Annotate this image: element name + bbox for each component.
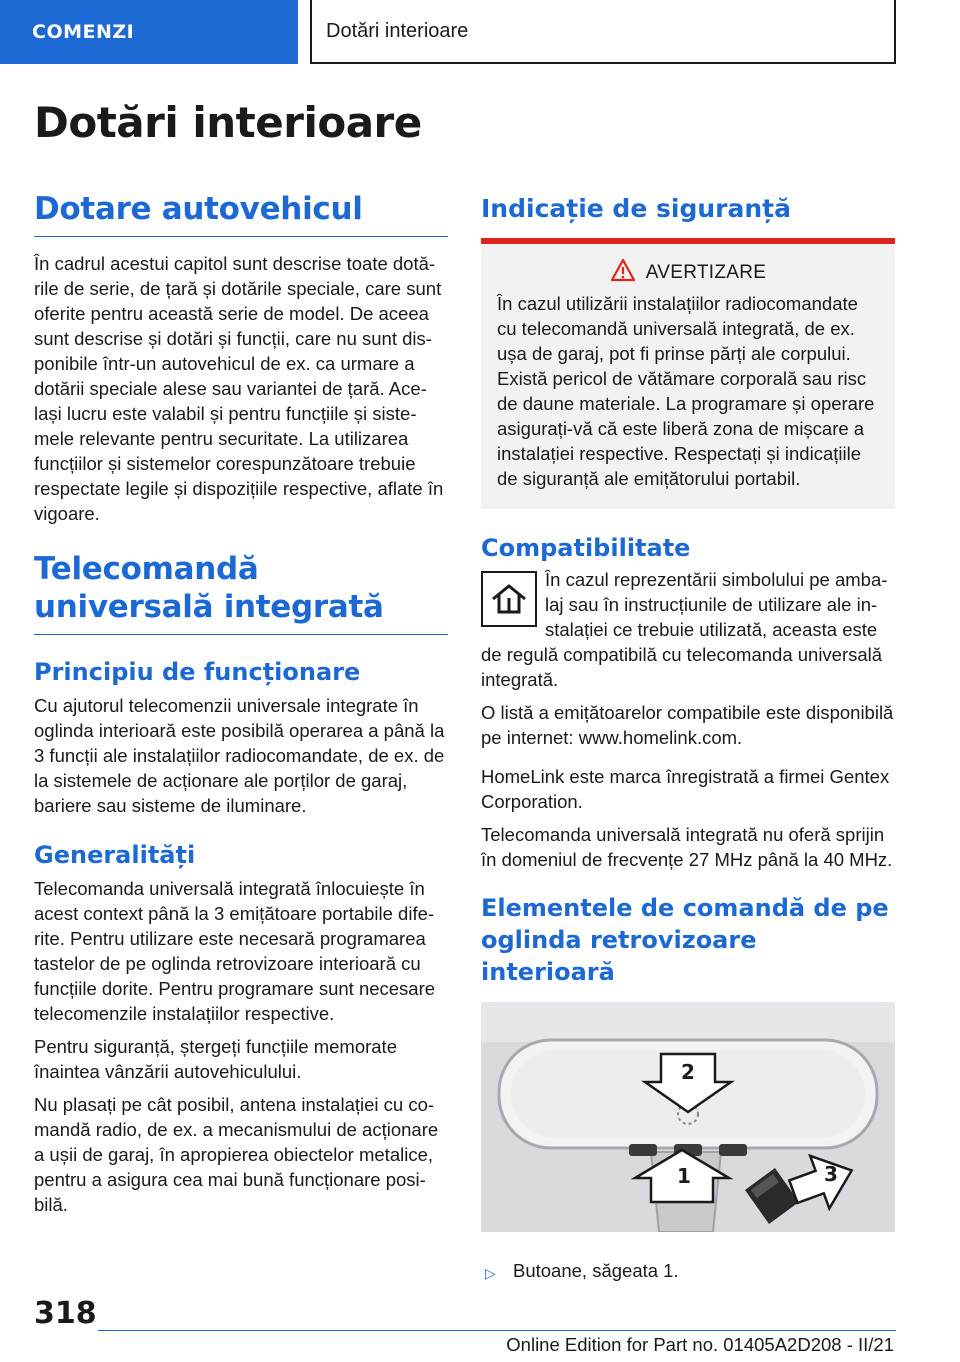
left-column	[34, 190, 448, 1217]
paragraph-equipment: În cadrul acestui capitol sunt descrise toate dotările de serie, de țară și dotările speciale, care sunt oferite pentru această serie de model. De aceea sunt descrise și dotări și funcții, care nu sunt disponibile într-un autovehicul de ex. ca urmare a dotării speciale alese sau variantei de țară. Același lucru este valabil și pentru funcțiile și sistemele relevante pentru securitate. La utilizarea funcțiilor și sistemelor corespunzătoare trebuie respectate legile și dispozițiile respective, aflate în vigoare.	[34, 253, 444, 524]
paragraph-compatibility-4: Telecomanda universală integrată nu oferă sprijin în domeniul de frecvențe 27 MHz până la 40 MHz.	[481, 824, 893, 870]
bullet-triangle-icon: ▷	[485, 1265, 496, 1281]
footer-rule	[98, 1330, 896, 1331]
homelink-house-icon	[481, 571, 537, 627]
paragraph-compatibility-1: În cazul reprezentării simbolului pe ambalaj sau în instrucțiunile de utilizare ale instalației ce trebuie utilizată, aceasta este de regulă compatibilă cu telecomanda universală integrată.	[481, 569, 888, 690]
heading-general: Generalități	[34, 841, 196, 869]
heading-universal-remote: Telecomandă universală integrată	[34, 550, 448, 635]
compatibility-block	[481, 563, 895, 692]
warning-label: AVERTIZARE	[645, 261, 767, 283]
section-title: Dotări interioare	[310, 0, 896, 64]
bullet-text: Butoane, săgeata 1.	[513, 1260, 679, 1281]
heading-mirror-controls: Elementele de comandă de pe oglinda retrovizoare interioară	[481, 894, 889, 986]
chapter-tab[interactable]: COMENZI	[0, 0, 298, 64]
heading-principle: Principiu de funcționare	[34, 658, 361, 686]
figure-label-3: 3	[824, 1162, 838, 1186]
footer-edition: Online Edition for Part no. 01405A2D208 - II/21	[506, 1334, 894, 1355]
warning-triangle-icon	[610, 258, 636, 287]
heading-safety: Indicație de siguranță	[481, 194, 791, 223]
paragraph-compatibility-2: O listă a emițătoarelor compatibile este disponibilă pe internet: www.homelink.com.	[481, 702, 894, 748]
figure-label-2: 2	[681, 1060, 695, 1084]
right-column	[481, 190, 895, 1286]
paragraph-general-1: Telecomanda universală integrată înlocuiește în acest context până la 3 emițătoare portabile diferite. Pentru utilizare este necesară programarea tastelor de pe oglinda retrovizoare interioară cu funcțiile dorite. Pentru programare sunt necesare telecomenzile instalațiilor respective.	[34, 878, 436, 1024]
heading-compatibility: Compatibilitate	[481, 534, 691, 562]
heading-equipment: Dotare autovehicul	[34, 190, 448, 237]
warning-box	[481, 244, 895, 509]
paragraph-principle: Cu ajutorul telecomenzii universale integrate în oglinda interioară este posibilă operarea a până la 3 funcții ale instalațiilor radiocomandate, de ex. de la sistemele de acționare ale porților de garaj, bariere sau sisteme de iluminare.	[34, 695, 445, 816]
figure-label-1: 1	[677, 1164, 691, 1188]
paragraph-compatibility-3: HomeLink este marca înregistrată a firmei Gentex Corporation.	[481, 766, 890, 812]
paragraph-general-3: Nu plasați pe cât posibil, antena instalației cu comandă radio, de ex. a mecanismului de acționare a ușii de garaj, în apropierea obiectelor metalice, pentru a asigura cea mai bună funcționare posibilă.	[34, 1094, 439, 1215]
warning-header	[497, 258, 879, 287]
warning-text: În cazul utilizării instalațiilor radiocomandate cu telecomandă universală integrată, de ex. ușa de garaj, pot fi prinse părți ale corpului. Există pericol de vătămare corporală sau risc de daune materiale. La programare și operare asigurați-vă că este liberă zona de mișcare a instalației respective. Respectați și indicațiile de siguranță ale emițătorului portabil.	[497, 293, 875, 489]
paragraph-general-2: Pentru siguranță, ștergeți funcțiile memorate înaintea vânzării autovehiculului.	[34, 1036, 397, 1082]
bullet-item	[481, 1258, 895, 1286]
mirror-figure	[481, 1002, 895, 1232]
page-title: Dotări interioare	[34, 98, 422, 147]
page-number: 318	[34, 1296, 97, 1331]
